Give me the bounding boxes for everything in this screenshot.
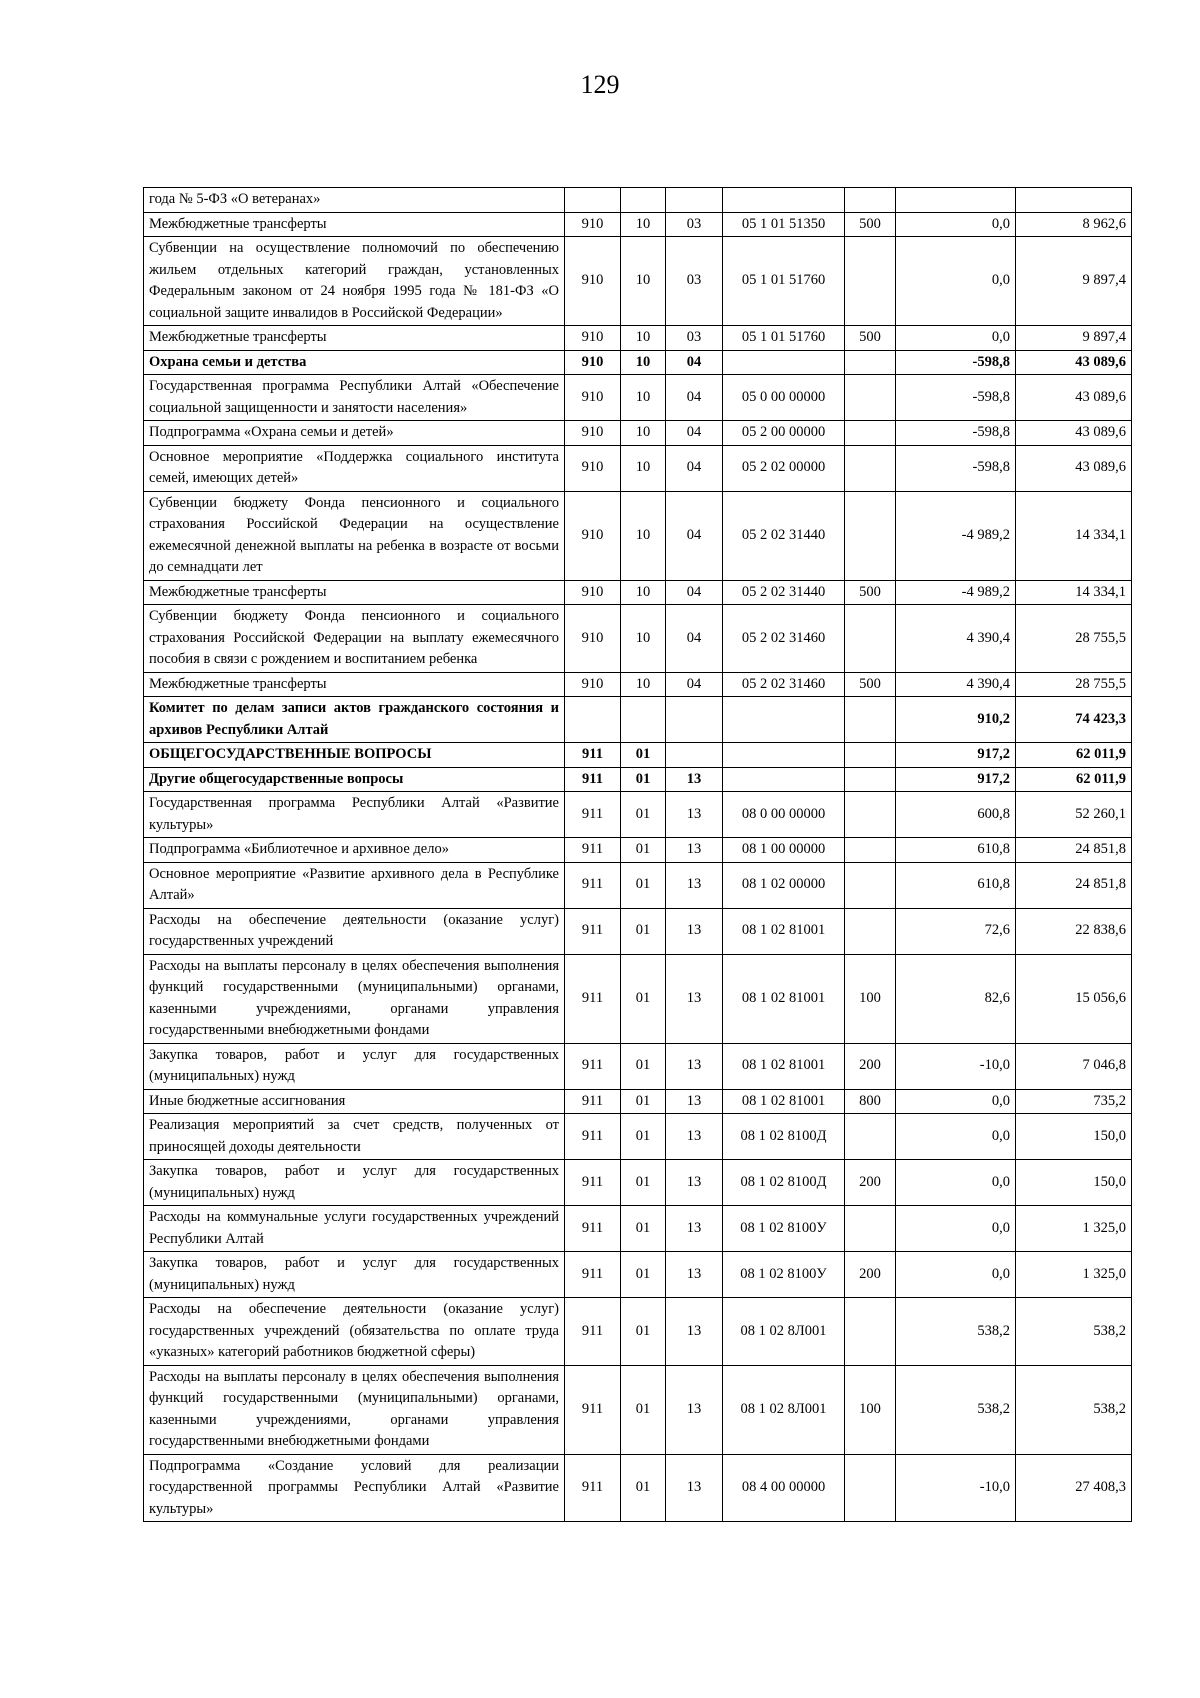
cell-ministry-code: 910 — [565, 212, 621, 237]
cell-total-amount: 1 325,0 — [1016, 1252, 1132, 1298]
cell-name: Иные бюджетные ассигнования — [144, 1089, 565, 1114]
cell-total-amount: 150,0 — [1016, 1114, 1132, 1160]
cell-change-amount: -4 989,2 — [896, 491, 1016, 580]
table-row — [144, 1114, 1132, 1160]
cell-ministry-code: 910 — [565, 445, 621, 491]
cell-section: 10 — [621, 350, 666, 375]
cell-section — [621, 697, 666, 743]
cell-expense-type — [845, 350, 896, 375]
cell-subsection: 13 — [666, 1089, 723, 1114]
cell-ministry-code: 911 — [565, 1114, 621, 1160]
cell-expense-type: 800 — [845, 1089, 896, 1114]
cell-total-amount: 14 334,1 — [1016, 580, 1132, 605]
cell-change-amount — [896, 188, 1016, 213]
cell-name: Государственная программа Республики Алтай «Обеспечение социальной защищенности и занятости населения» — [144, 375, 565, 421]
cell-expense-type — [845, 1454, 896, 1522]
table-row — [144, 1298, 1132, 1366]
cell-subsection: 13 — [666, 862, 723, 908]
cell-expense-type: 500 — [845, 672, 896, 697]
cell-subsection — [666, 697, 723, 743]
table-row — [144, 375, 1132, 421]
cell-ministry-code: 910 — [565, 605, 621, 673]
table-row — [144, 445, 1132, 491]
cell-change-amount: 4 390,4 — [896, 672, 1016, 697]
cell-section — [621, 188, 666, 213]
cell-total-amount: 43 089,6 — [1016, 445, 1132, 491]
cell-ministry-code: 911 — [565, 743, 621, 768]
table-row — [144, 862, 1132, 908]
table-row — [144, 491, 1132, 580]
cell-name: Расходы на коммунальные услуги государственных учреждений Республики Алтай — [144, 1206, 565, 1252]
cell-ministry-code: 910 — [565, 580, 621, 605]
cell-section: 10 — [621, 237, 666, 326]
cell-total-amount: 150,0 — [1016, 1160, 1132, 1206]
cell-section: 01 — [621, 1252, 666, 1298]
cell-expense-type — [845, 1298, 896, 1366]
cell-target-article — [723, 188, 845, 213]
cell-subsection: 03 — [666, 237, 723, 326]
cell-target-article: 05 2 00 00000 — [723, 421, 845, 446]
table-row — [144, 954, 1132, 1043]
table-row — [144, 580, 1132, 605]
cell-expense-type — [845, 908, 896, 954]
cell-name: Межбюджетные трансферты — [144, 580, 565, 605]
cell-target-article: 08 1 02 8100У — [723, 1206, 845, 1252]
table-body — [144, 188, 1132, 1522]
cell-ministry-code — [565, 697, 621, 743]
cell-name: Расходы на выплаты персоналу в целях обеспечения выполнения функций государственными (муниципальными) органами, казенными учреждениями, органами управления государственными внебюджетными фондами — [144, 1365, 565, 1454]
cell-total-amount: 538,2 — [1016, 1298, 1132, 1366]
cell-subsection: 13 — [666, 1160, 723, 1206]
cell-name: Расходы на обеспечение деятельности (оказание услуг) государственных учреждений — [144, 908, 565, 954]
cell-name: Основное мероприятие «Поддержка социального института семей, имеющих детей» — [144, 445, 565, 491]
cell-change-amount: 4 390,4 — [896, 605, 1016, 673]
cell-target-article — [723, 697, 845, 743]
cell-subsection — [666, 743, 723, 768]
cell-subsection: 03 — [666, 326, 723, 351]
table-row — [144, 792, 1132, 838]
cell-target-article: 05 2 02 31460 — [723, 605, 845, 673]
cell-ministry-code: 911 — [565, 1043, 621, 1089]
cell-target-article: 08 1 02 8Л001 — [723, 1298, 845, 1366]
cell-subsection: 04 — [666, 445, 723, 491]
table-row — [144, 672, 1132, 697]
cell-expense-type — [845, 605, 896, 673]
cell-expense-type — [845, 697, 896, 743]
cell-expense-type — [845, 862, 896, 908]
cell-section: 01 — [621, 862, 666, 908]
cell-ministry-code: 911 — [565, 1298, 621, 1366]
table-row — [144, 767, 1132, 792]
cell-name: Закупка товаров, работ и услуг для государственных (муниципальных) нужд — [144, 1252, 565, 1298]
cell-subsection: 04 — [666, 491, 723, 580]
cell-expense-type — [845, 445, 896, 491]
cell-section: 01 — [621, 1089, 666, 1114]
cell-ministry-code: 910 — [565, 491, 621, 580]
cell-total-amount: 538,2 — [1016, 1365, 1132, 1454]
cell-section: 01 — [621, 1206, 666, 1252]
cell-ministry-code: 911 — [565, 1454, 621, 1522]
cell-change-amount: 0,0 — [896, 237, 1016, 326]
cell-subsection: 13 — [666, 1206, 723, 1252]
cell-change-amount: 0,0 — [896, 1089, 1016, 1114]
cell-total-amount: 24 851,8 — [1016, 838, 1132, 863]
cell-total-amount: 52 260,1 — [1016, 792, 1132, 838]
cell-subsection: 13 — [666, 1043, 723, 1089]
cell-section: 01 — [621, 792, 666, 838]
table-row — [144, 1365, 1132, 1454]
cell-target-article: 05 1 01 51760 — [723, 326, 845, 351]
cell-expense-type — [845, 1206, 896, 1252]
table-row — [144, 1043, 1132, 1089]
cell-subsection: 03 — [666, 212, 723, 237]
table-row — [144, 421, 1132, 446]
cell-ministry-code: 911 — [565, 1160, 621, 1206]
cell-change-amount: 917,2 — [896, 767, 1016, 792]
cell-change-amount: -598,8 — [896, 421, 1016, 446]
table-row — [144, 350, 1132, 375]
cell-expense-type: 200 — [845, 1043, 896, 1089]
cell-target-article: 08 1 02 8Л001 — [723, 1365, 845, 1454]
cell-expense-type: 100 — [845, 954, 896, 1043]
cell-ministry-code: 911 — [565, 862, 621, 908]
cell-ministry-code: 911 — [565, 1206, 621, 1252]
cell-ministry-code: 911 — [565, 792, 621, 838]
cell-change-amount: -598,8 — [896, 350, 1016, 375]
cell-target-article: 05 1 01 51350 — [723, 212, 845, 237]
cell-total-amount: 62 011,9 — [1016, 767, 1132, 792]
cell-target-article: 08 1 02 8100Д — [723, 1114, 845, 1160]
cell-subsection: 04 — [666, 421, 723, 446]
cell-target-article: 08 1 02 00000 — [723, 862, 845, 908]
cell-total-amount — [1016, 188, 1132, 213]
budget-table — [143, 187, 1132, 1522]
table-row — [144, 838, 1132, 863]
cell-name: Межбюджетные трансферты — [144, 672, 565, 697]
cell-target-article: 05 0 00 00000 — [723, 375, 845, 421]
cell-name: Расходы на выплаты персоналу в целях обеспечения выполнения функций государственными (муниципальными) органами, казенными учреждениями, органами управления государственными внебюджетными фондами — [144, 954, 565, 1043]
cell-subsection: 13 — [666, 792, 723, 838]
cell-total-amount: 9 897,4 — [1016, 326, 1132, 351]
cell-change-amount: 0,0 — [896, 1252, 1016, 1298]
cell-section: 10 — [621, 375, 666, 421]
cell-target-article: 08 1 02 81001 — [723, 954, 845, 1043]
cell-target-article: 08 1 02 8100Д — [723, 1160, 845, 1206]
table-row — [144, 743, 1132, 768]
cell-total-amount: 9 897,4 — [1016, 237, 1132, 326]
cell-total-amount: 27 408,3 — [1016, 1454, 1132, 1522]
cell-name: Межбюджетные трансферты — [144, 326, 565, 351]
cell-name: Субвенции на осуществление полномочий по обеспечению жильем отдельных категорий граждан, установленных Федеральным законом от 24 ноября 1995 года № 181-ФЗ «О социальной защите инвалидов в Российской Федерации» — [144, 237, 565, 326]
cell-ministry-code: 910 — [565, 326, 621, 351]
table-row — [144, 237, 1132, 326]
cell-target-article: 08 0 00 00000 — [723, 792, 845, 838]
table-row — [144, 1160, 1132, 1206]
cell-target-article: 05 2 02 31440 — [723, 580, 845, 605]
cell-expense-type — [845, 375, 896, 421]
cell-section: 10 — [621, 672, 666, 697]
cell-ministry-code: 911 — [565, 1365, 621, 1454]
cell-section: 10 — [621, 605, 666, 673]
cell-ministry-code: 910 — [565, 421, 621, 446]
cell-name: Другие общегосударственные вопросы — [144, 767, 565, 792]
cell-change-amount: 72,6 — [896, 908, 1016, 954]
table-row — [144, 697, 1132, 743]
cell-total-amount: 43 089,6 — [1016, 350, 1132, 375]
cell-change-amount: 610,8 — [896, 838, 1016, 863]
cell-change-amount: -10,0 — [896, 1043, 1016, 1089]
cell-change-amount: 0,0 — [896, 326, 1016, 351]
cell-ministry-code: 910 — [565, 237, 621, 326]
cell-section: 01 — [621, 767, 666, 792]
cell-ministry-code — [565, 188, 621, 213]
cell-section: 01 — [621, 1454, 666, 1522]
cell-section: 01 — [621, 1160, 666, 1206]
cell-expense-type: 100 — [845, 1365, 896, 1454]
cell-target-article — [723, 767, 845, 792]
cell-total-amount: 28 755,5 — [1016, 672, 1132, 697]
cell-expense-type: 200 — [845, 1160, 896, 1206]
table-row — [144, 1454, 1132, 1522]
cell-subsection: 13 — [666, 954, 723, 1043]
cell-target-article: 05 1 01 51760 — [723, 237, 845, 326]
cell-ministry-code: 911 — [565, 767, 621, 792]
cell-subsection: 13 — [666, 908, 723, 954]
cell-expense-type — [845, 491, 896, 580]
cell-section: 01 — [621, 743, 666, 768]
cell-total-amount: 24 851,8 — [1016, 862, 1132, 908]
cell-target-article: 08 1 02 8100У — [723, 1252, 845, 1298]
cell-ministry-code: 911 — [565, 838, 621, 863]
cell-name: Охрана семьи и детства — [144, 350, 565, 375]
cell-expense-type: 500 — [845, 326, 896, 351]
cell-target-article — [723, 743, 845, 768]
cell-section: 10 — [621, 445, 666, 491]
cell-subsection: 04 — [666, 672, 723, 697]
cell-change-amount: 0,0 — [896, 212, 1016, 237]
cell-section: 10 — [621, 212, 666, 237]
cell-subsection — [666, 188, 723, 213]
cell-total-amount: 43 089,6 — [1016, 421, 1132, 446]
cell-change-amount: 910,2 — [896, 697, 1016, 743]
cell-change-amount: 0,0 — [896, 1206, 1016, 1252]
cell-section: 01 — [621, 838, 666, 863]
cell-subsection: 04 — [666, 375, 723, 421]
cell-expense-type — [845, 767, 896, 792]
cell-total-amount: 14 334,1 — [1016, 491, 1132, 580]
cell-section: 10 — [621, 421, 666, 446]
cell-name: Межбюджетные трансферты — [144, 212, 565, 237]
cell-ministry-code: 910 — [565, 375, 621, 421]
cell-target-article: 08 4 00 00000 — [723, 1454, 845, 1522]
cell-ministry-code: 911 — [565, 1252, 621, 1298]
cell-name: ОБЩЕГОСУДАРСТВЕННЫЕ ВОПРОСЫ — [144, 743, 565, 768]
cell-change-amount: -598,8 — [896, 445, 1016, 491]
cell-target-article: 08 1 02 81001 — [723, 908, 845, 954]
cell-total-amount: 74 423,3 — [1016, 697, 1132, 743]
table-row — [144, 1252, 1132, 1298]
cell-subsection: 13 — [666, 1365, 723, 1454]
cell-subsection: 13 — [666, 838, 723, 863]
cell-name: года № 5-ФЗ «О ветеранах» — [144, 188, 565, 213]
cell-subsection: 13 — [666, 1252, 723, 1298]
cell-target-article: 05 2 02 31460 — [723, 672, 845, 697]
cell-change-amount: 610,8 — [896, 862, 1016, 908]
cell-name: Закупка товаров, работ и услуг для государственных (муниципальных) нужд — [144, 1043, 565, 1089]
cell-change-amount: 600,8 — [896, 792, 1016, 838]
cell-subsection: 04 — [666, 605, 723, 673]
cell-total-amount: 62 011,9 — [1016, 743, 1132, 768]
cell-total-amount: 735,2 — [1016, 1089, 1132, 1114]
cell-section: 01 — [621, 954, 666, 1043]
cell-change-amount: 0,0 — [896, 1160, 1016, 1206]
cell-section: 01 — [621, 1365, 666, 1454]
cell-section: 01 — [621, 908, 666, 954]
table-row — [144, 908, 1132, 954]
cell-ministry-code: 911 — [565, 908, 621, 954]
cell-ministry-code: 911 — [565, 1089, 621, 1114]
cell-expense-type: 200 — [845, 1252, 896, 1298]
cell-change-amount: 538,2 — [896, 1298, 1016, 1366]
cell-subsection: 13 — [666, 1114, 723, 1160]
cell-section: 01 — [621, 1114, 666, 1160]
cell-expense-type — [845, 237, 896, 326]
cell-target-article: 05 2 02 31440 — [723, 491, 845, 580]
cell-subsection: 04 — [666, 350, 723, 375]
cell-expense-type: 500 — [845, 212, 896, 237]
cell-ministry-code: 911 — [565, 954, 621, 1043]
cell-expense-type — [845, 743, 896, 768]
cell-name: Субвенции бюджету Фонда пенсионного и социального страхования Российской Федерации на выплату ежемесячного пособия в связи с рождением и воспитанием ребенка — [144, 605, 565, 673]
cell-total-amount: 8 962,6 — [1016, 212, 1132, 237]
cell-section: 10 — [621, 580, 666, 605]
cell-change-amount: 538,2 — [896, 1365, 1016, 1454]
cell-subsection: 13 — [666, 767, 723, 792]
cell-name: Закупка товаров, работ и услуг для государственных (муниципальных) нужд — [144, 1160, 565, 1206]
cell-target-article: 08 1 00 00000 — [723, 838, 845, 863]
cell-name: Основное мероприятие «Развитие архивного дела в Республике Алтай» — [144, 862, 565, 908]
cell-subsection: 04 — [666, 580, 723, 605]
cell-section: 10 — [621, 491, 666, 580]
cell-change-amount: -598,8 — [896, 375, 1016, 421]
table-row — [144, 1206, 1132, 1252]
table-row — [144, 212, 1132, 237]
cell-expense-type — [845, 792, 896, 838]
cell-ministry-code: 910 — [565, 350, 621, 375]
cell-name: Реализация мероприятий за счет средств, полученных от приносящей доходы деятельности — [144, 1114, 565, 1160]
cell-subsection: 13 — [666, 1454, 723, 1522]
cell-name: Подпрограмма «Создание условий для реализации государственной программы Республики Алтай «Развитие культуры» — [144, 1454, 565, 1522]
cell-total-amount: 15 056,6 — [1016, 954, 1132, 1043]
cell-change-amount: -10,0 — [896, 1454, 1016, 1522]
cell-total-amount: 7 046,8 — [1016, 1043, 1132, 1089]
cell-target-article — [723, 350, 845, 375]
cell-expense-type — [845, 838, 896, 863]
cell-name: Расходы на обеспечение деятельности (оказание услуг) государственных учреждений (обязательства по оплате труда «указных» категорий работников бюджетной сферы) — [144, 1298, 565, 1366]
cell-name: Субвенции бюджету Фонда пенсионного и социального страхования Российской Федерации на осуществление ежемесячной денежной выплаты на ребенка в возрасте от восьми до семнадцати лет — [144, 491, 565, 580]
cell-total-amount: 28 755,5 — [1016, 605, 1132, 673]
table-row — [144, 188, 1132, 213]
cell-target-article: 08 1 02 81001 — [723, 1043, 845, 1089]
cell-change-amount: 0,0 — [896, 1114, 1016, 1160]
cell-expense-type: 500 — [845, 580, 896, 605]
cell-section: 01 — [621, 1298, 666, 1366]
cell-section: 01 — [621, 1043, 666, 1089]
cell-ministry-code: 910 — [565, 672, 621, 697]
table-row — [144, 326, 1132, 351]
cell-total-amount: 43 089,6 — [1016, 375, 1132, 421]
page-number: 129 — [580, 70, 620, 99]
cell-total-amount: 22 838,6 — [1016, 908, 1132, 954]
cell-expense-type — [845, 1114, 896, 1160]
cell-target-article: 05 2 02 00000 — [723, 445, 845, 491]
cell-section: 10 — [621, 326, 666, 351]
cell-name: Государственная программа Республики Алтай «Развитие культуры» — [144, 792, 565, 838]
cell-change-amount: -4 989,2 — [896, 580, 1016, 605]
cell-name: Подпрограмма «Охрана семьи и детей» — [144, 421, 565, 446]
cell-expense-type — [845, 188, 896, 213]
cell-expense-type — [845, 421, 896, 446]
cell-target-article: 08 1 02 81001 — [723, 1089, 845, 1114]
cell-name: Подпрограмма «Библиотечное и архивное дело» — [144, 838, 565, 863]
cell-subsection: 13 — [666, 1298, 723, 1366]
table-row — [144, 605, 1132, 673]
cell-name: Комитет по делам записи актов гражданского состояния и архивов Республики Алтай — [144, 697, 565, 743]
table-row — [144, 1089, 1132, 1114]
cell-change-amount: 917,2 — [896, 743, 1016, 768]
cell-total-amount: 1 325,0 — [1016, 1206, 1132, 1252]
cell-change-amount: 82,6 — [896, 954, 1016, 1043]
